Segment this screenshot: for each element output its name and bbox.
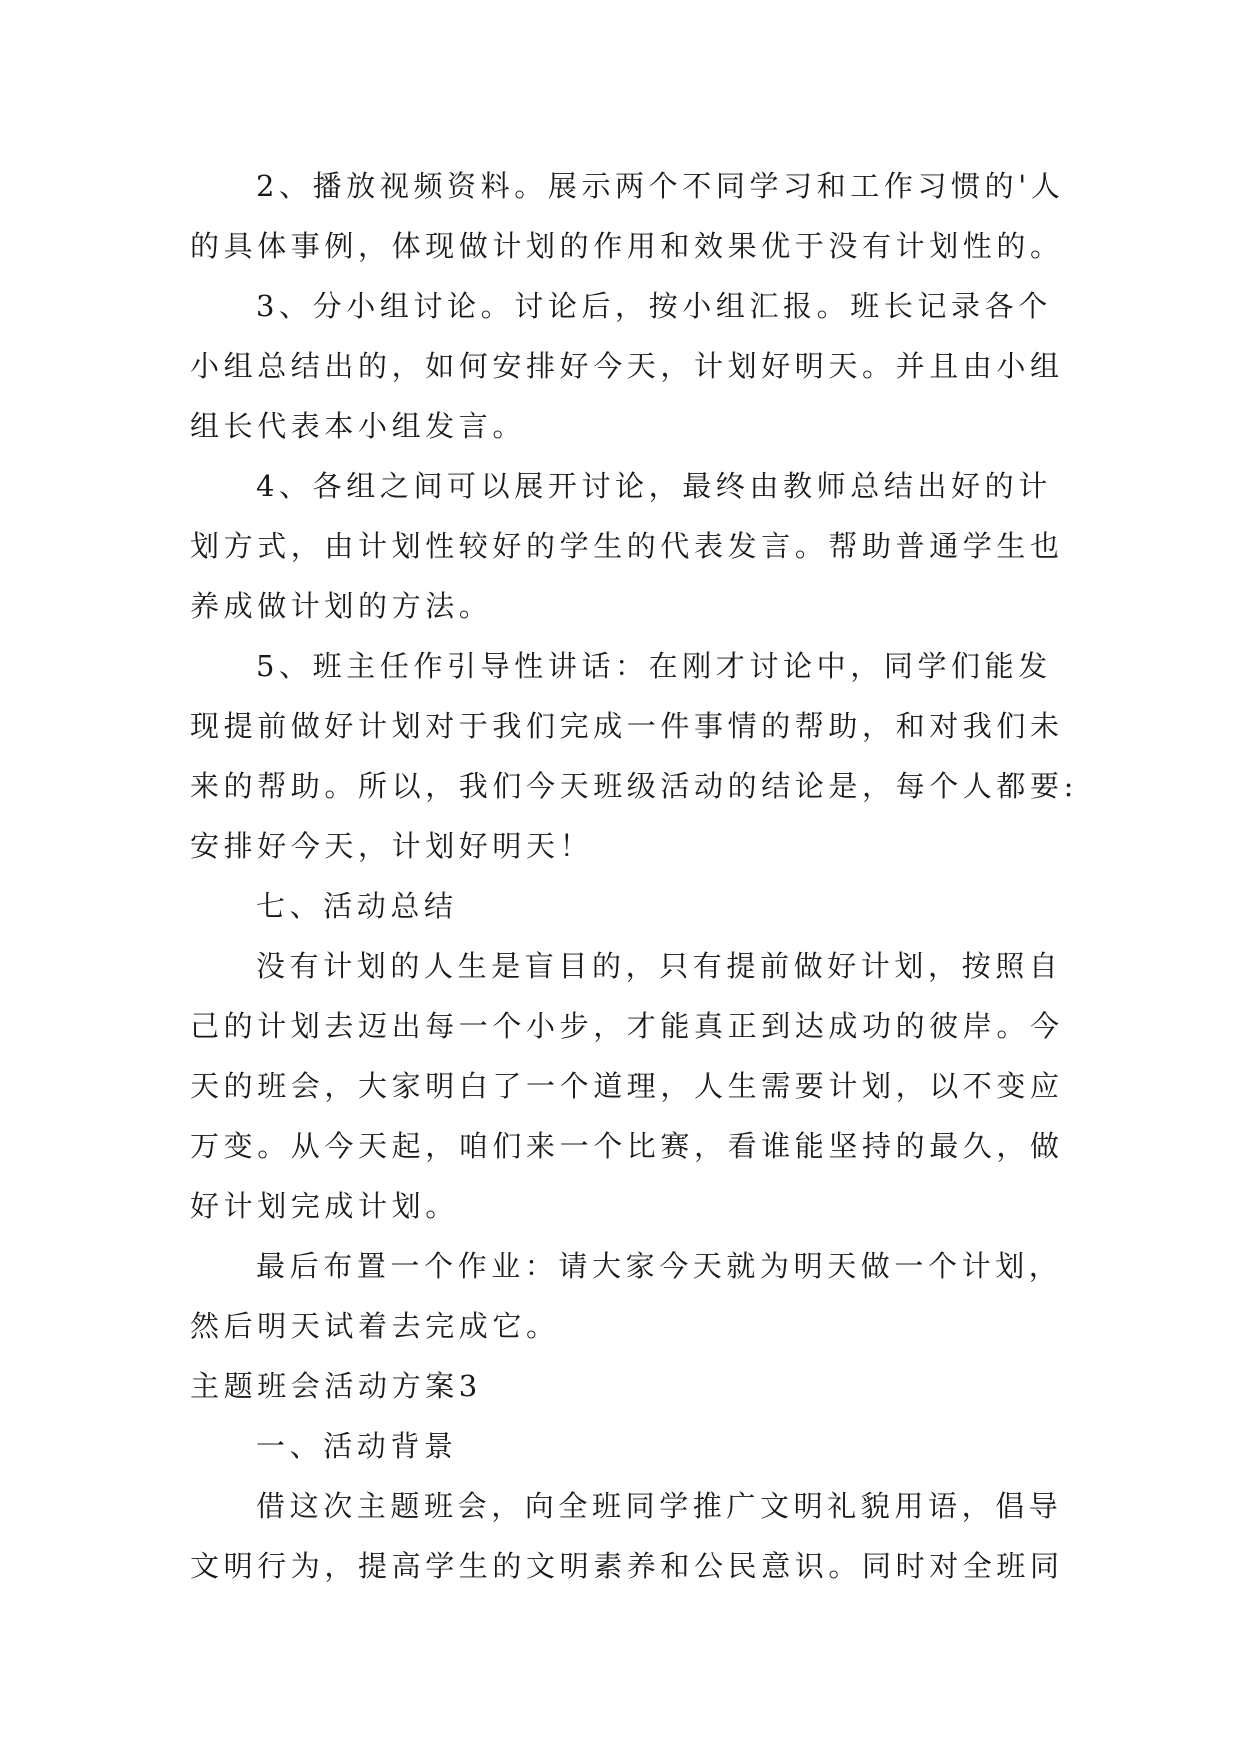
paragraph-line: 天的班会，大家明白了一个道理，人生需要计划，以不变应 bbox=[190, 1069, 1064, 1103]
section-heading: 七、活动总结 bbox=[256, 889, 458, 923]
paragraph-line: 5、班主任作引导性讲话：在刚才讨论中，同学们能发 bbox=[256, 649, 1052, 683]
paragraph-line: 现提前做好计划对于我们完成一件事情的帮助，和对我们未 bbox=[190, 709, 1064, 743]
paragraph-line: 万变。从今天起，咱们来一个比赛，看谁能坚持的最久，做 bbox=[190, 1129, 1064, 1163]
paragraph-line: 没有计划的人生是盲目的，只有提前做好计划，按照自 bbox=[256, 949, 1063, 983]
paragraph-line: 的具体事例，体现做计划的作用和效果优于没有计划性的。 bbox=[190, 229, 1064, 263]
paragraph-line: 然后明天试着去完成它。 bbox=[190, 1309, 560, 1343]
paragraph-line: 好计划完成计划。 bbox=[190, 1189, 459, 1223]
paragraph-line: 己的计划去迈出每一个小步，才能真正到达成功的彼岸。今 bbox=[190, 1009, 1064, 1043]
paragraph-line: 组长代表本小组发言。 bbox=[190, 409, 527, 443]
paragraph-line: 安排好今天，计划好明天！ bbox=[190, 829, 594, 863]
paragraph-line: 借这次主题班会，向全班同学推广文明礼貌用语，倡导 bbox=[256, 1489, 1063, 1523]
section-heading: 一、活动背景 bbox=[256, 1429, 458, 1463]
paragraph-line: 4、各组之间可以展开讨论，最终由教师总结出好的计 bbox=[256, 469, 1052, 503]
paragraph-line: 养成做计划的方法。 bbox=[190, 589, 493, 623]
paragraph-line: 文明行为，提高学生的文明素养和公民意识。同时对全班同 bbox=[190, 1549, 1064, 1583]
paragraph-line: 最后布置一个作业：请大家今天就为明天做一个计划， bbox=[256, 1249, 1063, 1283]
paragraph-line: 来的帮助。所以，我们今天班级活动的结论是，每个人都要: bbox=[190, 769, 1078, 803]
paragraph-line: 3、分小组讨论。讨论后，按小组汇报。班长记录各个 bbox=[256, 289, 1052, 323]
paragraph-line: 小组总结出的，如何安排好今天，计划好明天。并且由小组 bbox=[190, 349, 1064, 383]
paragraph-line: 2、播放视频资料。展示两个不同学习和工作习惯的'人 bbox=[256, 169, 1065, 203]
document-title: 主题班会活动方案3 bbox=[190, 1369, 482, 1403]
paragraph-line: 划方式，由计划性较好的学生的代表发言。帮助普通学生也 bbox=[190, 529, 1064, 563]
